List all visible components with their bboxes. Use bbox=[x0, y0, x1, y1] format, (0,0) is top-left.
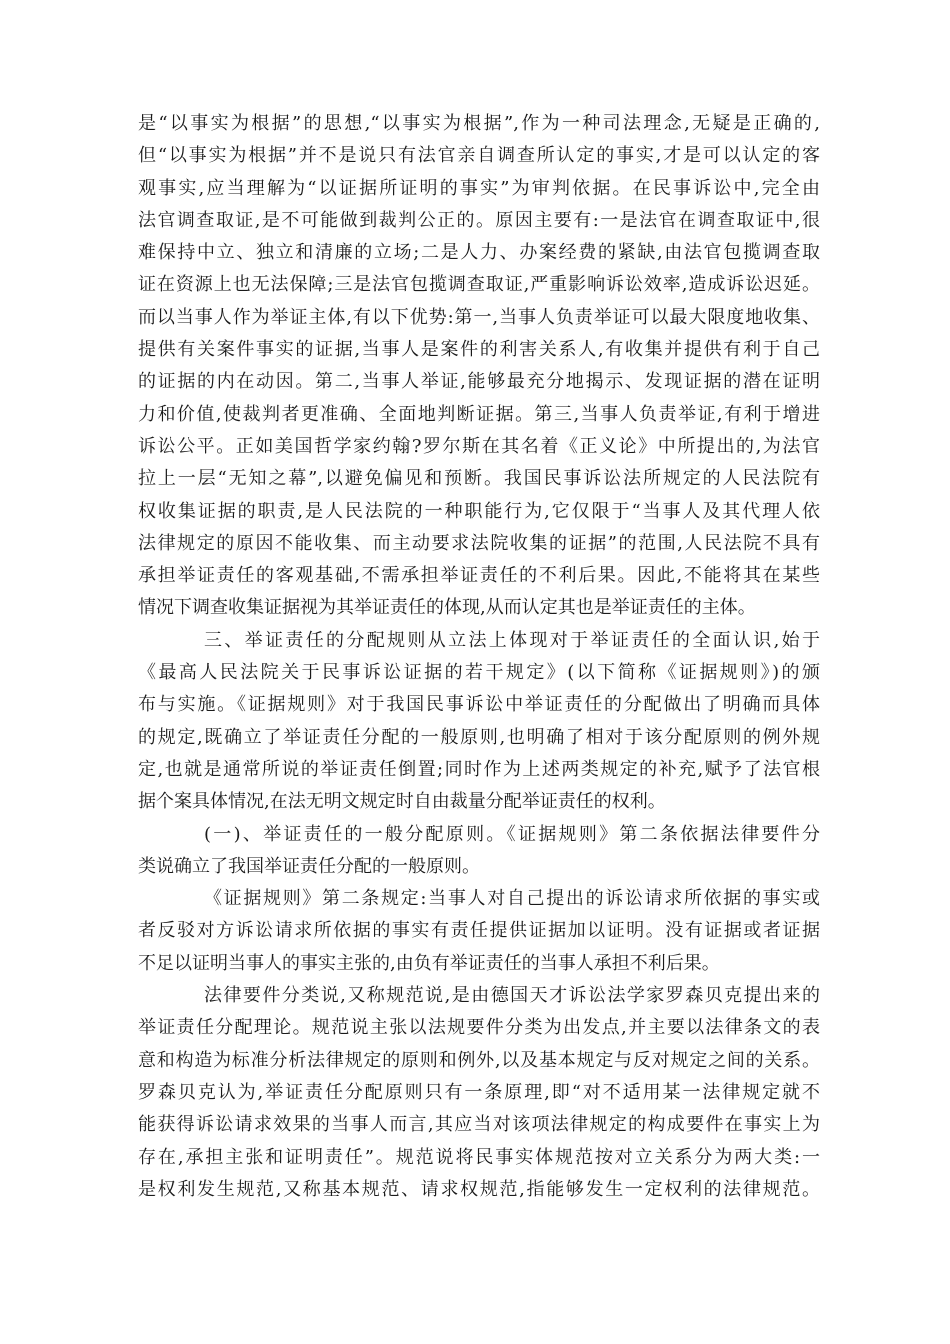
text-line: 存在,承担主张和证明责任”。规范说将民事实体规范按对立关系分为两大类:一 bbox=[138, 1146, 820, 1168]
text-line: 提供有关案件事实的证据,当事人是案件的利害关系人,有收集并提供有利于自己 bbox=[138, 339, 820, 361]
text-line: 的规定,既确立了举证责任分配的一般原则,也明确了相对于该分配原则的例外规 bbox=[138, 726, 820, 748]
text-line: 《最高人民法院关于民事诉讼证据的若干规定》(以下简称《证据规则》)的颁 bbox=[138, 662, 820, 684]
text-line: 三、举证责任的分配规则从立法上体现对于举证责任的全面认识,始于 bbox=[204, 629, 820, 651]
text-line: 但“以事实为根据”并不是说只有法官亲自调查所认定的事实,才是可以认定的客 bbox=[138, 145, 820, 167]
text-line: 能获得诉讼请求效果的当事人而言,其应当对该项法律规定的构成要件在事实上为 bbox=[138, 1114, 820, 1136]
text-line: 罗森贝克认为,举证责任分配原则只有一条原理,即“对不适用某一法律规定就不 bbox=[138, 1081, 820, 1103]
text-line: 是权利发生规范,又称基本规范、请求权规范,指能够发生一定权利的法律规范。 bbox=[138, 1178, 820, 1200]
text-line: 情况下调查收集证据视为其举证责任的体现,从而认定其也是举证责任的主体。 bbox=[138, 597, 756, 619]
text-line: 而以当事人作为举证主体,有以下优势:第一,当事人负责举证可以最大限度地收集、 bbox=[138, 306, 820, 328]
text-line: 难保持中立、独立和清廉的立场;二是人力、办案经费的紧缺,由法官包揽调查取 bbox=[138, 242, 820, 264]
text-line: 不足以证明当事人的事实主张的,由负有举证责任的当事人承担不利后果。 bbox=[138, 952, 720, 974]
text-line: 观事实,应当理解为“以证据所证明的事实”为审判依据。在民事诉讼中,完全由 bbox=[138, 177, 820, 199]
text-line: 权收集证据的职责,是人民法院的一种职能行为,它仅限于“当事人及其代理人依 bbox=[138, 500, 820, 522]
text-line: 法官调查取证,是不可能做到裁判公正的。原因主要有:一是法官在调查取证中,很 bbox=[138, 209, 820, 231]
text-line: 据个案具体情况,在法无明文规定时自由裁量分配举证责任的权利。 bbox=[138, 791, 666, 813]
text-line: 类说确立了我国举证责任分配的一般原则。 bbox=[138, 855, 480, 877]
text-line: 者反驳对方诉讼请求所依据的事实有责任提供证据加以证明。没有证据或者证据 bbox=[138, 920, 820, 942]
text-line: 诉讼公平。正如美国哲学家约翰?罗尔斯在其名着《正义论》中所提出的,为法官 bbox=[138, 435, 820, 457]
text-line: 是“以事实为根据”的思想,“以事实为根据”,作为一种司法理念,无疑是正确的, bbox=[138, 113, 820, 134]
text-line: 《证据规则》第二条规定:当事人对自己提出的诉讼请求所依据的事实或 bbox=[204, 888, 820, 910]
body-text bbox=[138, 108, 820, 1206]
text-line: 承担举证责任的客观基础,不需承担举证责任的不利后果。因此,不能将其在某些 bbox=[138, 565, 820, 587]
text-line: 力和价值,使裁判者更准确、全面地判断证据。第三,当事人负责举证,有利于增进 bbox=[138, 403, 820, 425]
text-line: 拉上一层“无知之幕”,以避免偏见和预断。我国民事诉讼法所规定的人民法院有 bbox=[138, 468, 820, 490]
text-line: 定,也就是通常所说的举证责任倒置;同时作为上述两类规定的补充,赋予了法官根 bbox=[138, 758, 820, 780]
text-line: 法律要件分类说,又称规范说,是由德国天才诉讼法学家罗森贝克提出来的 bbox=[204, 985, 820, 1007]
text-line: 法律规定的原因不能收集、而主动要求法院收集的证据”的范围,人民法院不具有 bbox=[138, 532, 820, 554]
text-line: 意和构造为标准分析法律规定的原则和例外,以及基本规定与反对规定之间的关系。 bbox=[138, 1049, 820, 1071]
text-line: 举证责任分配理论。规范说主张以法规要件分类为出发点,并主要以法律条文的表 bbox=[138, 1017, 820, 1039]
text-line: 布与实施。《证据规则》对于我国民事诉讼中举证责任的分配做出了明确而具体 bbox=[138, 694, 820, 716]
text-line: 证在资源上也无法保障;三是法官包揽调查取证,严重影响诉讼效率,造成诉讼迟延。 bbox=[138, 274, 820, 296]
text-line: (一)、举证责任的一般分配原则。《证据规则》第二条依据法律要件分 bbox=[204, 823, 820, 845]
text-line: 的证据的内在动因。第二,当事人举证,能够最充分地揭示、发现证据的潜在证明 bbox=[138, 371, 820, 393]
